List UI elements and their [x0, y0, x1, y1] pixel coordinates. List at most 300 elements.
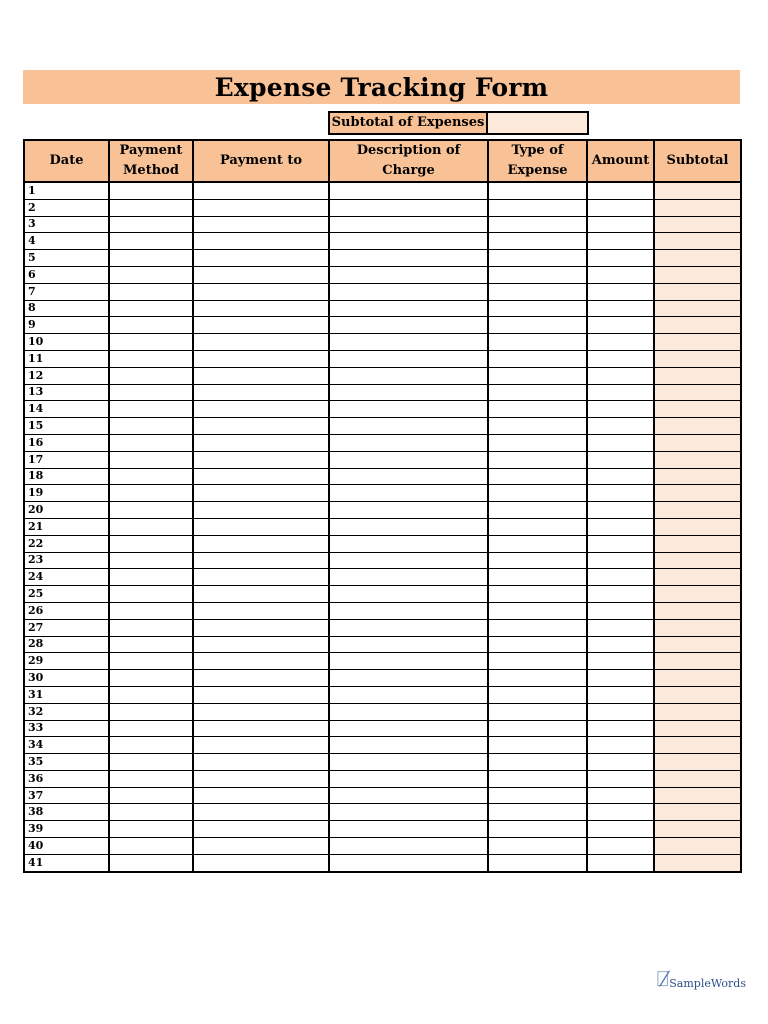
payment-to-cell[interactable]: [193, 434, 329, 451]
date-cell[interactable]: [24, 216, 109, 233]
payment-to-cell[interactable]: [193, 418, 329, 435]
date-cell[interactable]: [24, 535, 109, 552]
amount-cell[interactable]: [587, 821, 654, 838]
payment-to-cell[interactable]: [193, 233, 329, 250]
subtotal-cell[interactable]: [654, 250, 741, 267]
row-number: 41: [28, 855, 44, 869]
payment-to-cell[interactable]: [193, 586, 329, 603]
amount-cell[interactable]: [587, 216, 654, 233]
description-cell[interactable]: [329, 350, 488, 367]
payment-to-cell[interactable]: [193, 787, 329, 804]
type-of-expense-cell[interactable]: [488, 854, 587, 871]
description-cell[interactable]: [329, 502, 488, 519]
payment-to-cell[interactable]: [193, 737, 329, 754]
amount-cell[interactable]: [587, 787, 654, 804]
subtotal-cell[interactable]: [654, 317, 741, 334]
payment-method-cell[interactable]: [109, 787, 193, 804]
amount-cell[interactable]: [587, 636, 654, 653]
payment-method-cell[interactable]: [109, 518, 193, 535]
subtotal-cell[interactable]: [654, 602, 741, 619]
type-of-expense-cell[interactable]: [488, 636, 587, 653]
payment-to-cell[interactable]: [193, 485, 329, 502]
date-cell[interactable]: [24, 737, 109, 754]
subtotal-cell[interactable]: [654, 804, 741, 821]
payment-method-cell[interactable]: [109, 317, 193, 334]
type-of-expense-cell[interactable]: [488, 485, 587, 502]
date-cell[interactable]: [24, 468, 109, 485]
payment-method-cell[interactable]: [109, 468, 193, 485]
subtotal-cell[interactable]: [654, 720, 741, 737]
date-cell[interactable]: [24, 821, 109, 838]
description-cell[interactable]: [329, 199, 488, 216]
type-of-expense-cell[interactable]: [488, 418, 587, 435]
payment-method-cell[interactable]: [109, 401, 193, 418]
amount-cell[interactable]: [587, 502, 654, 519]
type-of-expense-cell[interactable]: [488, 317, 587, 334]
payment-to-cell[interactable]: [193, 401, 329, 418]
amount-cell[interactable]: [587, 838, 654, 855]
payment-to-cell[interactable]: [193, 854, 329, 871]
description-cell[interactable]: [329, 468, 488, 485]
date-cell[interactable]: [24, 250, 109, 267]
description-cell[interactable]: [329, 485, 488, 502]
type-of-expense-cell[interactable]: [488, 754, 587, 771]
date-cell[interactable]: [24, 804, 109, 821]
type-of-expense-cell[interactable]: [488, 552, 587, 569]
type-of-expense-cell[interactable]: [488, 686, 587, 703]
type-of-expense-cell[interactable]: [488, 468, 587, 485]
date-cell[interactable]: [24, 283, 109, 300]
payment-method-cell[interactable]: [109, 199, 193, 216]
payment-method-cell[interactable]: [109, 602, 193, 619]
subtotal-cell[interactable]: [654, 434, 741, 451]
table-row: [24, 619, 741, 636]
type-of-expense-cell[interactable]: [488, 770, 587, 787]
date-cell[interactable]: [24, 619, 109, 636]
payment-method-cell[interactable]: [109, 821, 193, 838]
subtotal-cell[interactable]: [654, 636, 741, 653]
type-of-expense-cell[interactable]: [488, 619, 587, 636]
payment-to-cell[interactable]: [193, 670, 329, 687]
payment-to-cell[interactable]: [193, 686, 329, 703]
amount-cell[interactable]: [587, 670, 654, 687]
payment-method-cell[interactable]: [109, 283, 193, 300]
date-cell[interactable]: [24, 317, 109, 334]
payment-to-cell[interactable]: [193, 703, 329, 720]
date-cell[interactable]: [24, 266, 109, 283]
date-cell[interactable]: [24, 233, 109, 250]
payment-to-cell[interactable]: [193, 300, 329, 317]
amount-cell[interactable]: [587, 451, 654, 468]
amount-cell[interactable]: [587, 703, 654, 720]
row-number: 18: [28, 469, 44, 483]
description-cell[interactable]: [329, 451, 488, 468]
subtotal-cell[interactable]: [654, 418, 741, 435]
payment-to-cell[interactable]: [193, 653, 329, 670]
amount-cell[interactable]: [587, 401, 654, 418]
description-cell[interactable]: [329, 418, 488, 435]
description-cell[interactable]: [329, 754, 488, 771]
date-cell[interactable]: [24, 418, 109, 435]
subtotal-cell[interactable]: [654, 703, 741, 720]
payment-method-cell[interactable]: [109, 334, 193, 351]
description-cell[interactable]: [329, 317, 488, 334]
subtotal-cell[interactable]: [654, 216, 741, 233]
date-cell[interactable]: [24, 552, 109, 569]
payment-to-cell[interactable]: [193, 502, 329, 519]
amount-cell[interactable]: [587, 535, 654, 552]
payment-to-cell[interactable]: [193, 216, 329, 233]
description-cell[interactable]: [329, 703, 488, 720]
table-row: [24, 233, 741, 250]
payment-to-cell[interactable]: [193, 317, 329, 334]
date-cell[interactable]: [24, 653, 109, 670]
amount-cell[interactable]: [587, 552, 654, 569]
type-of-expense-cell[interactable]: [488, 804, 587, 821]
payment-method-cell[interactable]: [109, 384, 193, 401]
type-of-expense-cell[interactable]: [488, 334, 587, 351]
subtotal-cell[interactable]: [654, 367, 741, 384]
date-cell[interactable]: [24, 199, 109, 216]
payment-method-cell[interactable]: [109, 737, 193, 754]
payment-method-cell[interactable]: [109, 216, 193, 233]
payment-to-cell[interactable]: [193, 838, 329, 855]
type-of-expense-cell[interactable]: [488, 535, 587, 552]
description-cell[interactable]: [329, 384, 488, 401]
table-row: [24, 854, 741, 871]
payment-method-cell[interactable]: [109, 485, 193, 502]
subtotal-cell[interactable]: [654, 670, 741, 687]
payment-to-cell[interactable]: [193, 619, 329, 636]
amount-cell[interactable]: [587, 569, 654, 586]
payment-to-cell[interactable]: [193, 350, 329, 367]
date-cell[interactable]: [24, 703, 109, 720]
amount-cell[interactable]: [587, 182, 654, 199]
date-cell[interactable]: [24, 350, 109, 367]
subtotal-cell[interactable]: [654, 686, 741, 703]
amount-cell[interactable]: [587, 317, 654, 334]
date-cell[interactable]: [24, 787, 109, 804]
subtotal-cell[interactable]: [654, 401, 741, 418]
subtotal-cell[interactable]: [654, 518, 741, 535]
type-of-expense-cell[interactable]: [488, 821, 587, 838]
date-cell[interactable]: [24, 334, 109, 351]
amount-cell[interactable]: [587, 334, 654, 351]
payment-method-cell[interactable]: [109, 636, 193, 653]
description-cell[interactable]: [329, 334, 488, 351]
type-of-expense-cell[interactable]: [488, 586, 587, 603]
type-of-expense-cell[interactable]: [488, 670, 587, 687]
amount-cell[interactable]: [587, 602, 654, 619]
description-cell[interactable]: [329, 619, 488, 636]
description-cell[interactable]: [329, 653, 488, 670]
date-cell[interactable]: [24, 451, 109, 468]
type-of-expense-cell[interactable]: [488, 720, 587, 737]
date-cell[interactable]: [24, 569, 109, 586]
subtotal-cell[interactable]: [654, 787, 741, 804]
description-cell[interactable]: [329, 250, 488, 267]
description-cell[interactable]: [329, 216, 488, 233]
amount-cell[interactable]: [587, 266, 654, 283]
amount-cell[interactable]: [587, 250, 654, 267]
description-cell[interactable]: [329, 636, 488, 653]
payment-method-cell[interactable]: [109, 804, 193, 821]
date-cell[interactable]: [24, 586, 109, 603]
payment-to-cell[interactable]: [193, 182, 329, 199]
payment-to-cell[interactable]: [193, 770, 329, 787]
subtotal-of-expenses-field[interactable]: [488, 113, 587, 133]
subtotal-cell[interactable]: [654, 199, 741, 216]
type-of-expense-cell[interactable]: [488, 502, 587, 519]
date-cell[interactable]: [24, 300, 109, 317]
description-cell[interactable]: [329, 804, 488, 821]
amount-cell[interactable]: [587, 720, 654, 737]
payment-to-cell[interactable]: [193, 283, 329, 300]
subtotal-cell[interactable]: [654, 854, 741, 871]
payment-method-cell[interactable]: [109, 434, 193, 451]
type-of-expense-cell[interactable]: [488, 703, 587, 720]
type-of-expense-cell[interactable]: [488, 653, 587, 670]
date-cell[interactable]: [24, 485, 109, 502]
subtotal-cell[interactable]: [654, 552, 741, 569]
payment-to-cell[interactable]: [193, 569, 329, 586]
type-of-expense-cell[interactable]: [488, 199, 587, 216]
subtotal-cell[interactable]: [654, 502, 741, 519]
payment-method-cell[interactable]: [109, 418, 193, 435]
subtotal-cell[interactable]: [654, 821, 741, 838]
date-cell[interactable]: [24, 602, 109, 619]
date-cell[interactable]: [24, 384, 109, 401]
amount-cell[interactable]: [587, 233, 654, 250]
payment-method-cell[interactable]: [109, 367, 193, 384]
amount-cell[interactable]: [587, 485, 654, 502]
description-cell[interactable]: [329, 518, 488, 535]
type-of-expense-cell[interactable]: [488, 451, 587, 468]
subtotal-cell[interactable]: [654, 300, 741, 317]
payment-method-cell[interactable]: [109, 586, 193, 603]
date-cell[interactable]: [24, 502, 109, 519]
payment-method-cell[interactable]: [109, 569, 193, 586]
amount-cell[interactable]: [587, 300, 654, 317]
amount-cell[interactable]: [587, 737, 654, 754]
amount-cell[interactable]: [587, 418, 654, 435]
payment-to-cell[interactable]: [193, 720, 329, 737]
description-cell[interactable]: [329, 535, 488, 552]
date-cell[interactable]: [24, 686, 109, 703]
amount-cell[interactable]: [587, 754, 654, 771]
date-cell[interactable]: [24, 367, 109, 384]
type-of-expense-cell[interactable]: [488, 266, 587, 283]
type-of-expense-cell[interactable]: [488, 216, 587, 233]
amount-cell[interactable]: [587, 770, 654, 787]
amount-cell[interactable]: [587, 199, 654, 216]
subtotal-cell[interactable]: [654, 485, 741, 502]
description-cell[interactable]: [329, 367, 488, 384]
payment-to-cell[interactable]: [193, 602, 329, 619]
payment-method-cell[interactable]: [109, 770, 193, 787]
subtotal-cell[interactable]: [654, 468, 741, 485]
table-row: [24, 686, 741, 703]
type-of-expense-cell[interactable]: [488, 182, 587, 199]
description-cell[interactable]: [329, 720, 488, 737]
subtotal-cell[interactable]: [654, 535, 741, 552]
payment-method-cell[interactable]: [109, 502, 193, 519]
subtotal-cell[interactable]: [654, 619, 741, 636]
payment-method-cell[interactable]: [109, 250, 193, 267]
description-cell[interactable]: [329, 552, 488, 569]
payment-to-cell[interactable]: [193, 518, 329, 535]
payment-method-cell[interactable]: [109, 266, 193, 283]
payment-method-cell[interactable]: [109, 720, 193, 737]
date-cell[interactable]: [24, 854, 109, 871]
subtotal-cell[interactable]: [654, 838, 741, 855]
description-cell[interactable]: [329, 670, 488, 687]
date-cell[interactable]: [24, 518, 109, 535]
payment-to-cell[interactable]: [193, 804, 329, 821]
subtotal-cell[interactable]: [654, 384, 741, 401]
date-cell[interactable]: [24, 770, 109, 787]
payment-to-cell[interactable]: [193, 821, 329, 838]
payment-method-cell[interactable]: [109, 854, 193, 871]
payment-to-cell[interactable]: [193, 250, 329, 267]
type-of-expense-cell[interactable]: [488, 283, 587, 300]
type-of-expense-cell[interactable]: [488, 737, 587, 754]
payment-to-cell[interactable]: [193, 754, 329, 771]
type-of-expense-cell[interactable]: [488, 300, 587, 317]
type-of-expense-cell[interactable]: [488, 838, 587, 855]
subtotal-cell[interactable]: [654, 754, 741, 771]
amount-cell[interactable]: [587, 586, 654, 603]
subtotal-cell[interactable]: [654, 266, 741, 283]
payment-method-cell[interactable]: [109, 350, 193, 367]
description-cell[interactable]: [329, 233, 488, 250]
payment-to-cell[interactable]: [193, 451, 329, 468]
description-cell[interactable]: [329, 569, 488, 586]
date-cell[interactable]: [24, 434, 109, 451]
payment-method-cell[interactable]: [109, 300, 193, 317]
row-number: 8: [28, 301, 36, 315]
amount-cell[interactable]: [587, 619, 654, 636]
subtotal-cell[interactable]: [654, 233, 741, 250]
subtotal-cell[interactable]: [654, 770, 741, 787]
description-cell[interactable]: [329, 854, 488, 871]
type-of-expense-cell[interactable]: [488, 233, 587, 250]
description-cell[interactable]: [329, 838, 488, 855]
amount-cell[interactable]: [587, 804, 654, 821]
type-of-expense-cell[interactable]: [488, 367, 587, 384]
payment-to-cell[interactable]: [193, 367, 329, 384]
description-cell[interactable]: [329, 434, 488, 451]
type-of-expense-cell[interactable]: [488, 569, 587, 586]
payment-to-cell[interactable]: [193, 535, 329, 552]
payment-method-cell[interactable]: [109, 670, 193, 687]
amount-cell[interactable]: [587, 686, 654, 703]
payment-method-cell[interactable]: [109, 703, 193, 720]
description-cell[interactable]: [329, 300, 488, 317]
amount-cell[interactable]: [587, 367, 654, 384]
description-cell[interactable]: [329, 787, 488, 804]
payment-method-cell[interactable]: [109, 451, 193, 468]
payment-to-cell[interactable]: [193, 384, 329, 401]
payment-method-cell[interactable]: [109, 619, 193, 636]
payment-to-cell[interactable]: [193, 552, 329, 569]
subtotal-cell[interactable]: [654, 283, 741, 300]
type-of-expense-cell[interactable]: [488, 250, 587, 267]
amount-cell[interactable]: [587, 468, 654, 485]
type-of-expense-cell[interactable]: [488, 350, 587, 367]
payment-method-cell[interactable]: [109, 838, 193, 855]
row-number: 29: [28, 654, 44, 668]
type-of-expense-cell[interactable]: [488, 384, 587, 401]
date-cell[interactable]: [24, 838, 109, 855]
description-cell[interactable]: [329, 737, 488, 754]
subtotal-cell[interactable]: [654, 334, 741, 351]
amount-cell[interactable]: [587, 434, 654, 451]
subtotal-cell[interactable]: [654, 182, 741, 199]
payment-method-cell[interactable]: [109, 686, 193, 703]
date-cell[interactable]: [24, 636, 109, 653]
payment-method-cell[interactable]: [109, 754, 193, 771]
amount-cell[interactable]: [587, 653, 654, 670]
amount-cell[interactable]: [587, 384, 654, 401]
amount-cell[interactable]: [587, 854, 654, 871]
payment-to-cell[interactable]: [193, 468, 329, 485]
payment-method-cell[interactable]: [109, 653, 193, 670]
subtotal-cell[interactable]: [654, 451, 741, 468]
type-of-expense-cell[interactable]: [488, 787, 587, 804]
type-of-expense-cell[interactable]: [488, 518, 587, 535]
date-cell[interactable]: [24, 182, 109, 199]
description-cell[interactable]: [329, 266, 488, 283]
payment-method-cell[interactable]: [109, 552, 193, 569]
row-number: 21: [28, 519, 44, 533]
description-cell[interactable]: [329, 602, 488, 619]
payment-to-cell[interactable]: [193, 636, 329, 653]
description-cell[interactable]: [329, 686, 488, 703]
payment-method-cell[interactable]: [109, 233, 193, 250]
amount-cell[interactable]: [587, 350, 654, 367]
description-cell[interactable]: [329, 401, 488, 418]
row-number: 5: [28, 251, 36, 265]
date-cell[interactable]: [24, 670, 109, 687]
type-of-expense-cell[interactable]: [488, 602, 587, 619]
amount-cell[interactable]: [587, 283, 654, 300]
subtotal-cell[interactable]: [654, 586, 741, 603]
subtotal-cell[interactable]: [654, 737, 741, 754]
subtotal-cell[interactable]: [654, 350, 741, 367]
date-cell[interactable]: [24, 754, 109, 771]
description-cell[interactable]: [329, 182, 488, 199]
type-of-expense-cell[interactable]: [488, 401, 587, 418]
date-cell[interactable]: [24, 720, 109, 737]
description-cell[interactable]: [329, 821, 488, 838]
table-row: [24, 216, 741, 233]
payment-method-cell[interactable]: [109, 182, 193, 199]
subtotal-cell[interactable]: [654, 653, 741, 670]
payment-method-cell[interactable]: [109, 535, 193, 552]
amount-cell[interactable]: [587, 518, 654, 535]
description-cell[interactable]: [329, 283, 488, 300]
subtotal-cell[interactable]: [654, 569, 741, 586]
date-cell[interactable]: [24, 401, 109, 418]
description-cell[interactable]: [329, 770, 488, 787]
payment-to-cell[interactable]: [193, 199, 329, 216]
table-row: [24, 266, 741, 283]
description-cell[interactable]: [329, 586, 488, 603]
type-of-expense-cell[interactable]: [488, 434, 587, 451]
payment-to-cell[interactable]: [193, 266, 329, 283]
payment-to-cell[interactable]: [193, 334, 329, 351]
